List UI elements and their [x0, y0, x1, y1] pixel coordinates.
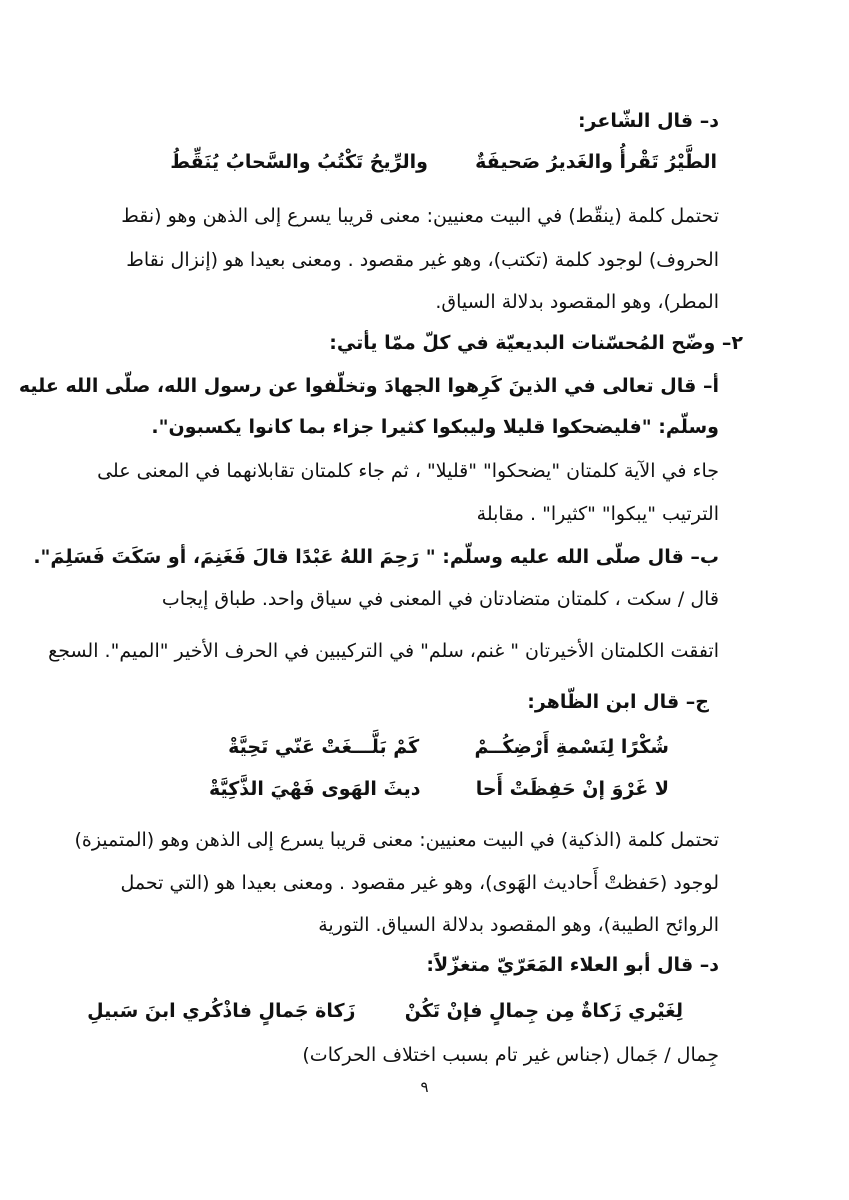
item-a-explanation: الترتيب "يبكوا" "كثيرا" . مقابلة — [476, 503, 719, 525]
page-number: ٩ — [420, 1078, 429, 1096]
verse-line — [170, 145, 717, 179]
item-b-explanation: قال / سكت ، كلمتان متضادتان في المعنى في سياق واحد. طباق إيجاب — [161, 588, 719, 610]
item-b-text: ب– قال صلّى الله عليه وسلّم: " رَحِمَ اللهُ عَبْدًا قالَ فَغَنِمَ، أو سَكَتَ فَسَلِمَ". — [33, 546, 719, 568]
verse-hemistich-left: ديثَ الهَوى فَهْيَ الذَّكِيَّةْ — [208, 778, 421, 800]
item-c-heading: ج– قال ابن الظّاهر: — [527, 691, 709, 713]
item-c-explanation: الروائح الطيبة)، وهو المقصود بدلالة السياق. التورية — [318, 914, 719, 936]
verse-hemistich-right: لِغَيْري زَكاةٌ مِن جِمالٍ فإنْ تَكُنْ — [404, 1000, 683, 1022]
item-b-explanation: اتفقت الكلمتان الأخيرتان " غنم، سلم" في التركيبين في الحرف الأخير "الميم". السجع — [48, 640, 719, 662]
verse-hemistich-left: زَكاة جَمالٍ فاذْكُري ابنَ سَبيلِ — [87, 1000, 356, 1022]
question-heading: ٢– وضّح المُحسّنات البديعيّة في كلّ ممّا يأتي: — [329, 332, 743, 354]
verse-hemistich-left: والرِّيحُ تَكْتُبُ والسَّحابُ يُنَقِّطُ — [170, 151, 428, 173]
verse-hemistich-right: شُكْرًا لِنَسْمةِ أَرْضِكُــمْ — [474, 736, 669, 758]
verse-hemistich-right: لا غَرْوَ إنْ حَفِظَتْ أَحا — [475, 778, 669, 800]
paragraph-line: تحتمل كلمة (ينقّط) في البيت معنيين: معنى قريبا يسرع إلى الذهن وهو (نقط — [121, 205, 719, 227]
item-d-explanation: جِمال / جَمال (جناس غير تام بسبب اختلاف الحركات) — [302, 1044, 719, 1066]
item-a-text: وسلّم: "فليضحكوا قليلا وليبكوا كثيرا جزاء بما كانوا يكسبون". — [151, 416, 719, 438]
item-c-explanation: تحتمل كلمة (الذكية) في البيت معنيين: معنى قريبا يسرع إلى الذهن وهو (المتميزة) — [74, 829, 719, 851]
item-a-explanation: جاء في الآية كلمتان "يضحكوا" "قليلا" ، ثم جاء كلمتان تقابلانهما في المعنى على — [97, 460, 719, 482]
paragraph-line: الحروف) لوجود كلمة (تكتب)، وهو غير مقصود . ومعنى بعيدا هو (إنزال نقاط — [126, 249, 719, 271]
item-d-heading: د– قال أبو العلاء المَعَرّيّ متغزّلاً: — [426, 954, 719, 976]
item-a-text: أ– قال تعالى في الذينَ كَرِهوا الجهادَ وتخلّفوا عن رسول الله، صلّى الله عليه — [18, 375, 719, 397]
verse-line — [228, 730, 669, 764]
verse-line — [209, 772, 669, 806]
verse-hemistich-right: الطَّيْرُ تَقْرأُ والغَديرُ صَحيفَةٌ — [475, 151, 717, 173]
item-c-explanation: لوجود (حَفظتْ أَحاديث الهَوى)، وهو غير مقصود . ومعنى بعيدا هو (التي تحمل — [120, 872, 719, 894]
paragraph-line: المطر)، وهو المقصود بدلالة السياق. — [435, 291, 719, 313]
verse-line — [87, 994, 683, 1028]
section-heading-poet: د– قال الشّاعر: — [577, 110, 719, 132]
verse-hemistich-left: كَمْ بَلَّـــغَتْ عَنّي تَحِيَّةْ — [228, 736, 420, 758]
